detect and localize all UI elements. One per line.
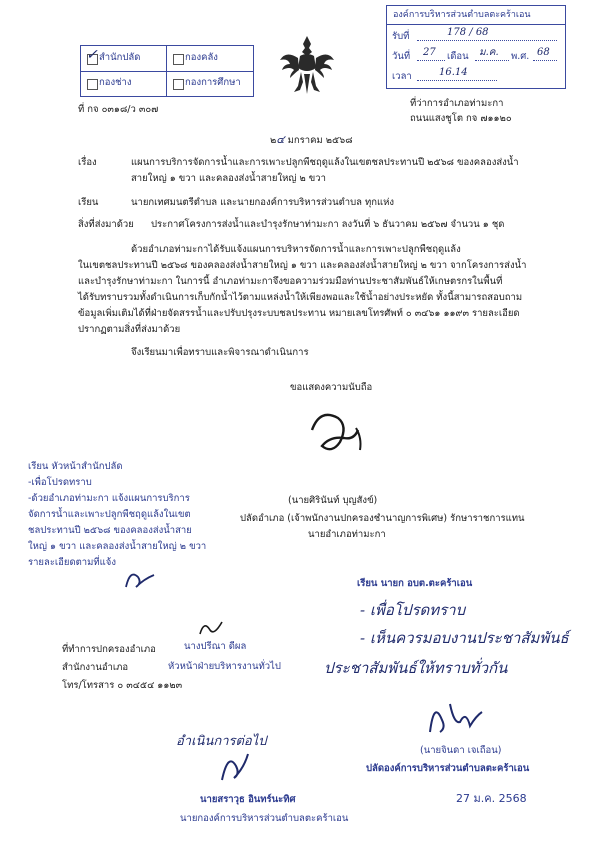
footer-line-1: ที่ทำการปกครองอำเภอ bbox=[62, 644, 156, 655]
receipt-time-value: 16.14 bbox=[439, 67, 468, 78]
subject-line-1: แผนการบริการจัดการน้ำและการเพาะปลูกพืชฤดูแล้งในเขตชลประทานปี ๒๕๖๘ ของคลองส่งน้ำ bbox=[131, 157, 519, 168]
receipt-number-label: รับที่ bbox=[392, 31, 410, 42]
subject-label: เรื่อง bbox=[78, 157, 97, 168]
receipt-number-value: 178 / 68 bbox=[447, 27, 489, 38]
label-education: กองการศึกษา bbox=[185, 77, 241, 88]
to-label: เรียน bbox=[78, 197, 99, 208]
signer-title-1: ปลัดอำเภอ (เจ้าพนักงานปกครองชำนาญการพิเศษ) รักษาราชการแทน bbox=[240, 513, 525, 524]
internal-note-line-4: ชลประทานปี ๒๕๖๘ ของคลองส่งน้ำสาย bbox=[28, 525, 192, 536]
internal-note-line-5: ใหญ่ ๑ ขวา และคลองส่งน้ำสายใหญ่ ๒ ขวา bbox=[28, 541, 207, 552]
regards: ขอแสดงความนับถือ bbox=[290, 382, 373, 393]
initials-signature bbox=[120, 565, 160, 593]
receipt-month-label: เดือน bbox=[447, 51, 469, 62]
internal-note-heading: เรียน หัวหน้าสำนักปลัด bbox=[28, 461, 123, 472]
signer-name: (นายศิรินันท์ บุญสังข์) bbox=[288, 495, 378, 506]
endorsement-signature bbox=[420, 692, 490, 738]
endorsement-name: (นายจินดา เจเถือน) bbox=[420, 745, 502, 756]
receipt-date-label: วันที่ bbox=[392, 51, 411, 62]
garuda-emblem bbox=[278, 34, 336, 98]
endorsement-heading: เรียน นายก อบต.ตะคร้าเอน bbox=[357, 578, 473, 589]
routing-stamp bbox=[80, 45, 254, 97]
checkbox-engineering[interactable] bbox=[87, 79, 98, 90]
approver-name: นางปรีณา ดีผล bbox=[184, 641, 247, 652]
receipt-year-label: พ.ศ. bbox=[511, 51, 530, 62]
body-line-1: ด้วยอำเภอท่ามะกาได้รับแจ้งแผนการบริหารจัดการน้ำและการเพาะปลูกพืชฤดูแล้ง bbox=[131, 244, 461, 255]
footer-line-2: สำนักงานอำเภอ bbox=[62, 662, 129, 673]
signer-title-2: นายอำเภอท่ามะกา bbox=[308, 529, 386, 540]
closing-line: จึงเรียนมาเพื่อทราบและพิจารณาดำเนินการ bbox=[131, 347, 309, 358]
receipt-stamp bbox=[386, 5, 566, 89]
executive-title: นายกองค์การบริหารส่วนตำบลตะคร้าเอน bbox=[180, 813, 349, 824]
checkbox-education[interactable] bbox=[173, 79, 184, 90]
endorsement-title: ปลัดองค์การบริหารส่วนตำบลตะคร้าเอน bbox=[366, 763, 530, 774]
date-rest: มกราคม ๒๕๖๘ bbox=[287, 135, 353, 146]
office-address: ถนนแสงชูโต กจ ๗๑๑๒๐ bbox=[410, 113, 512, 124]
endorsement-line-2: - เห็นควรมอบงานประชาสัมพันธ์ bbox=[360, 629, 569, 647]
label-finance: กองคลัง bbox=[185, 52, 218, 63]
endorsement-line-1: - เพื่อโปรดทราบ bbox=[360, 601, 466, 619]
internal-note-line-6: รายละเอียดตามที่แจ้ง bbox=[28, 557, 116, 568]
footer-line-3: โทร/โทรสาร ๐ ๓๔๕๔ ๑๑๒๓ bbox=[62, 680, 183, 691]
label-engineering: กองช่าง bbox=[99, 77, 132, 88]
to-value: นายกเทศมนตรีตำบล และนายกองค์การบริหารส่วนตำบล ทุกแห่ง bbox=[131, 197, 395, 208]
enclosure-label: สิ่งที่ส่งมาด้วย bbox=[78, 219, 134, 230]
enclosure-value: ประกาศโครงการส่งน้ำและบำรุงรักษาท่ามะกา ลงวันที่ ๖ ธันวาคม ๒๕๖๗ จำนวน ๑ ชุด bbox=[151, 219, 505, 230]
body-line-5: ข้อมูลเพิ่มเติมได้ที่ฝ่ายจัดสรรน้ำและปรับปรุงระบบชลประทาน หมายเลขโทรศัพท์ ๐ ๓๔๖๑ ๑๑๙๓ รายละเอียด bbox=[78, 308, 520, 319]
receipt-date-day: 27 bbox=[423, 47, 436, 58]
body-line-3: และบำรุงรักษาท่ามะกา ในการนี้ อำเภอท่ามะกาจึงขอความร่วมมือท่านประชาสัมพันธ์ให้เกษตรกรในพื้นที่ bbox=[78, 276, 503, 287]
internal-note-line-3: จัดการน้ำและเพาะปลูกพืชฤดูแล้งในเขต bbox=[28, 509, 191, 520]
approver-title: หัวหน้าฝ่ายบริหารงานทั่วไป bbox=[168, 661, 281, 672]
signature bbox=[300, 400, 410, 460]
letter-date bbox=[270, 133, 353, 147]
label-office: สำนักปลัด bbox=[99, 52, 141, 63]
approver-initials bbox=[196, 616, 226, 640]
checkbox-finance[interactable] bbox=[173, 54, 184, 65]
receipt-year-value: 68 bbox=[537, 47, 550, 58]
reference-number: ที่ กจ ๐๓๑๘/ว ๓๐๗ bbox=[78, 104, 159, 115]
body-line-4: ได้รับทราบรวมทั้งดำเนินการเก็บกักน้ำไว้ตามแหล่งน้ำให้เพียงพอและใช้น้ำอย่างประหยัด ทั้งนี้สามารถสอบถาม bbox=[78, 292, 523, 303]
receipt-month-value: ม.ค. bbox=[479, 47, 499, 58]
action-note: อำเนินการต่อไป bbox=[176, 734, 267, 749]
subject-line-2: สายใหญ่ ๑ ขวา และคลองส่งน้ำสายใหญ่ ๒ ขวา bbox=[131, 173, 326, 184]
body-line-6: ปรากฏตามสิ่งที่ส่งมาด้วย bbox=[78, 324, 181, 335]
date-prefix: ๒ bbox=[270, 135, 277, 146]
check-mark-icon: ✓ bbox=[86, 47, 98, 63]
executive-name: นายสราวุธ อินทร์นะทิศ bbox=[200, 794, 296, 805]
receipt-time-label: เวลา bbox=[392, 71, 412, 82]
office-name: ที่ว่าการอำเภอท่ามะกา bbox=[410, 98, 504, 109]
receipt-stamp-title: องค์การบริหารส่วนตำบลตะคร้าเอน bbox=[393, 10, 531, 20]
date-hand-digit: ๔ bbox=[276, 133, 285, 146]
endorsement-line-3: ประชาสัมพันธ์ให้ทราบทั่วกัน bbox=[324, 659, 508, 677]
internal-note-line-1: -เพื่อโปรดทราบ bbox=[28, 477, 92, 488]
executive-signature bbox=[214, 746, 254, 786]
endorsement-date: 27 ม.ค. 2568 bbox=[456, 792, 527, 805]
internal-note-line-2: -ด้วยอำเภอท่ามะกา แจ้งแผนการบริการ bbox=[28, 493, 190, 504]
body-line-2: ในเขตชลประทานปี ๒๕๖๘ ของคลองส่งน้ำสายใหญ่ ๑ ขวา และคลองส่งน้ำสายใหญ่ ๒ ขวา จากโครงการส่งน้ำ bbox=[78, 260, 527, 271]
